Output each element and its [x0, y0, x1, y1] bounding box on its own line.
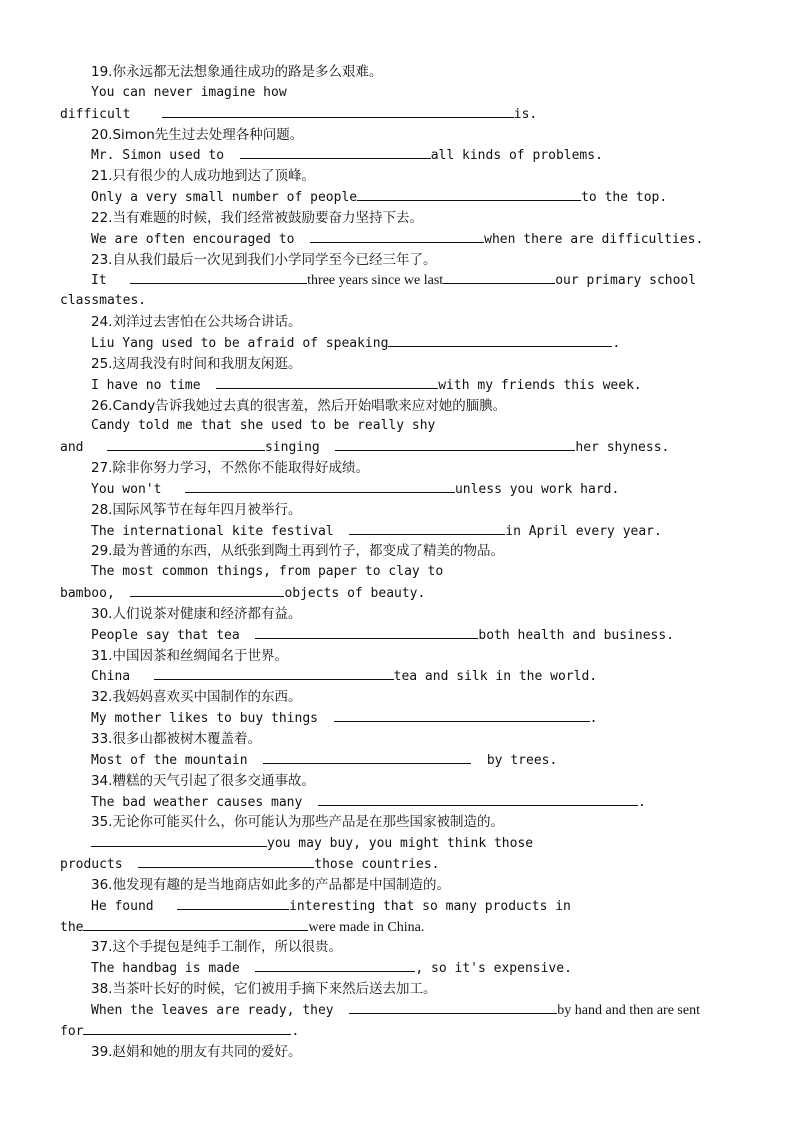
- q22-chinese: 22.当有难题的时候，我们经常被鼓励要奋力坚持下去。: [91, 209, 423, 226]
- q38-english-line2: for .: [60, 1021, 740, 1042]
- q35-blank-2[interactable]: [138, 854, 314, 868]
- q23-english-line2: classmates.: [60, 293, 147, 309]
- q25-english: I have no time with my friends this week.: [60, 375, 740, 396]
- q32-english: My mother likes to buy things .: [60, 708, 740, 729]
- q24-blank[interactable]: [388, 333, 612, 347]
- q20-blank[interactable]: [240, 145, 431, 159]
- q38-blank-2[interactable]: [83, 1021, 291, 1035]
- q19-blank[interactable]: [162, 104, 514, 118]
- q31-chinese: 31.中国因茶和丝绸闻名于世界。: [91, 647, 288, 664]
- q35-chinese: 35.无论你可能买什么，你可能认为那些产品是在那些国家被制造的。: [91, 814, 504, 831]
- q27-blank[interactable]: [185, 479, 455, 493]
- exercise-sheet: [60, 62, 740, 1063]
- q25-blank[interactable]: [216, 375, 438, 389]
- q28-chinese: 28.国际风筝节在每年四月被举行。: [91, 501, 302, 518]
- q19-english-line2: difficult is.: [60, 104, 740, 125]
- q36-english-line1: He found interesting that so many products in: [60, 896, 740, 917]
- q30-chinese: 30.人们说茶对健康和经济都有益。: [91, 605, 302, 622]
- q29-chinese: 29.最为普通的东西，从纸张到陶土再到竹子，都变成了精美的物品。: [91, 543, 504, 560]
- q26-blank-2[interactable]: [335, 437, 575, 451]
- q26-blank-1[interactable]: [107, 437, 265, 451]
- q36-blank-2[interactable]: [83, 917, 308, 931]
- q26-chinese: 26.Candy告诉我她过去真的很害羞，然后开始唱歌来应对她的腼腆。: [91, 397, 507, 414]
- q36-english-line2: the were made in China.: [60, 917, 740, 938]
- q19-english-line1: You can never imagine how: [91, 84, 287, 100]
- q35-blank-1[interactable]: [91, 833, 267, 847]
- q19-chinese: 19.你永远都无法想象通往成功的路是多么艰难。: [91, 64, 383, 80]
- q28-blank[interactable]: [349, 521, 505, 535]
- q20-english: Mr. Simon used to all kinds of problems.: [60, 145, 740, 166]
- q26-english-line2: and singing her shyness.: [60, 437, 740, 458]
- q26-english-line1: Candy told me that she used to be really shy: [91, 418, 436, 434]
- q21-chinese: 21.只有很少的人成功地到达了顶峰。: [91, 168, 315, 185]
- q35-english-line2: products those countries.: [60, 854, 740, 875]
- q27-chinese: 27.除非你努力学习，不然你不能取得好成绩。: [91, 460, 369, 477]
- q36-chinese: 36.他发现有趣的是当地商店如此多的产品都是中国制造的。: [91, 876, 450, 893]
- q32-blank[interactable]: [334, 708, 590, 722]
- q38-chinese: 38.当茶叶长好的时候，它们被用手摘下来然后送去加工。: [91, 981, 437, 998]
- q20-chinese: 20.Simon先生过去处理各种问题。: [91, 126, 304, 143]
- q29-english-line2: bamboo, objects of beauty.: [60, 583, 740, 604]
- q34-blank[interactable]: [318, 792, 638, 806]
- q35-english-line1: you may buy, you might think those: [60, 833, 740, 854]
- q22-english: We are often encouraged to when there are difficulties.: [60, 229, 740, 250]
- q23-blank-2[interactable]: [443, 270, 555, 284]
- q24-english: Liu Yang used to be afraid of speaking .: [60, 333, 740, 354]
- q30-english: People say that tea both health and business.: [60, 625, 740, 646]
- q34-chinese: 34.糟糕的天气引起了很多交通事故。: [91, 772, 315, 789]
- q32-chinese: 32.我妈妈喜欢买中国制作的东西。: [91, 689, 302, 706]
- q33-chinese: 33.很多山都被树木覆盖着。: [91, 731, 261, 747]
- q23-blank-1[interactable]: [130, 270, 307, 284]
- q33-blank[interactable]: [263, 750, 471, 764]
- q39-chinese: 39.赵娟和她的朋友有共同的爱好。: [91, 1043, 302, 1060]
- q36-blank-1[interactable]: [177, 896, 289, 910]
- q33-english: Most of the mountain by trees.: [60, 750, 740, 771]
- q27-english: You won't unless you work hard.: [60, 479, 740, 500]
- q25-chinese: 25.这周我没有时间和我朋友闲逛。: [91, 355, 302, 372]
- q31-blank[interactable]: [154, 666, 394, 680]
- q21-blank[interactable]: [357, 187, 581, 201]
- q22-blank[interactable]: [310, 229, 484, 243]
- q37-english: The handbag is made , so it's expensive.: [60, 958, 740, 979]
- q23-chinese: 23.自从我们最后一次见到我们小学同学至今已经三年了。: [91, 251, 437, 268]
- q29-blank[interactable]: [130, 583, 284, 597]
- q38-blank-1[interactable]: [349, 1000, 557, 1014]
- q29-english-line1: The most common things, from paper to clay to: [91, 564, 444, 580]
- q31-english: China tea and silk in the world.: [60, 666, 740, 687]
- q34-english: The bad weather causes many .: [60, 792, 740, 813]
- q23-english-line1: It three years since we last our primary school: [60, 270, 740, 291]
- q37-chinese: 37.这个手提包是纯手工制作，所以很贵。: [91, 939, 342, 956]
- q21-english: Only a very small number of people to the top.: [60, 187, 740, 208]
- q28-english: The international kite festival in April every year.: [60, 521, 740, 542]
- q24-chinese: 24.刘洋过去害怕在公共场合讲话。: [91, 314, 302, 331]
- q30-blank[interactable]: [255, 625, 478, 639]
- q37-blank[interactable]: [255, 958, 415, 972]
- q38-english-line1: When the leaves are ready, they by hand and then are sent: [60, 1000, 740, 1021]
